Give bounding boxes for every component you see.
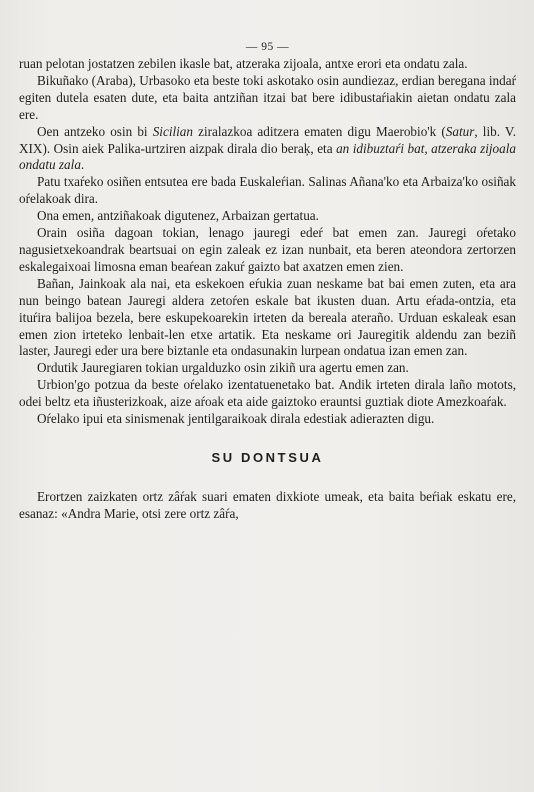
paragraph-1: ruan pelotan jostatzen zebilen ikasle bat, atzeraka zijoala, antxe erori eta ondatu zala. bbox=[19, 56, 468, 71]
paragraph-3-part-1: Oen antzeko osin bi bbox=[37, 123, 153, 139]
page-content bbox=[19, 40, 516, 523]
paragraph-3-part-3: , lib. V. XIX). Osin aiek Palika-urtziren aizpak dirala dio beraķ, eta bbox=[19, 123, 516, 156]
section-paragraph-1: Erortzen zaizkaten ortz zâŕak suari ematen dixkiote umeak, eta baita beŕiak eskatu ere, esanaz: «Andra Marie, otsi zere ortz zâŕa, bbox=[19, 488, 516, 521]
paragraph-3-part-2: ziralazkoa aditzera ematen digu Maerobio'k ( bbox=[193, 123, 446, 139]
paragraph-3-em-2: Satur bbox=[445, 123, 475, 139]
paragraph-3-em-3: an idibuztaŕi bat, atzeraka zijoala ondatu zala bbox=[19, 140, 516, 173]
paragraph-9: Urbion'go potzua da beste oŕelako izentatuenetako bat. Andik irteten dirala laño motots, odei beltz eta iñusterizkoak, aize aŕoak eta aide gaiztoko erauntsi guztiak diote Amezkoaŕak. bbox=[19, 377, 516, 410]
paragraph-2: Bikuñako (Araba), Urbasoko eta beste toki askotako osin aundiezaz, erdian beregana indaŕ egiten dutela esaten dute, eta baita antziñan itzai bat bere idibustaŕiakin aietan ondatu zala ere. bbox=[19, 72, 516, 122]
paragraph-4: Patu txaŕeko osiñen entsutea ere bada Euskaleŕian. Salinas Añana'ko eta Arbaiza'ko osiñak oŕelakoak dira. bbox=[19, 174, 516, 207]
paragraph-5: Ona emen, antziñakoak digutenez, Arbaizan gertatua. bbox=[37, 208, 319, 224]
paragraph-3-part-4: . bbox=[80, 157, 85, 173]
paragraph-6: Orain osiña dagoan tokian, lenago jauregi edeŕ bat emen zan. Jauregi oŕetako nagusietxekoandrak beartsuai on egin zaleak ez izan nunbait, eta beren ateondora zertorzen eskalegaixoai limosna eman beaŕean zakuŕ gaizto bat axatzen emen zien. bbox=[19, 225, 516, 274]
paragraph-7: Bañan, Jainkoak ala nai, eta eskekoen eŕukia zuan neskame bat bai emen zuten, eta ara nun beingo batean Jauregi aldera zetoŕen eskale bat ikusten duan. Artu eŕada-ontzia, eta ituŕira balijoa bezela, bere eskupekoarekin irteten da bereala ateraño. Urduan eskaleak esan emen zion irteteko lenbait-len etxe artatik. Eta neskame ori Jauregitik aldendu zan beziñ laster, Jauregi eder ura bere biztanle eta ondasunakin lurpean ondatua izan emen zan. bbox=[19, 275, 516, 359]
paragraph-3-em-1: Sicilian bbox=[152, 123, 193, 139]
paragraph-10: Oŕelako ipui eta sinismenak jentilgaraikoak dirala edestiak adierazten digu. bbox=[37, 411, 435, 427]
paragraph-3 bbox=[19, 124, 516, 175]
paragraph-8: Ordutik Jauregiaren tokian urgalduzko osin zikiñ ura agertu emen zan. bbox=[37, 360, 409, 376]
page-number: — 95 — bbox=[245, 41, 290, 53]
section-title: SU DONTSUA bbox=[211, 449, 324, 465]
